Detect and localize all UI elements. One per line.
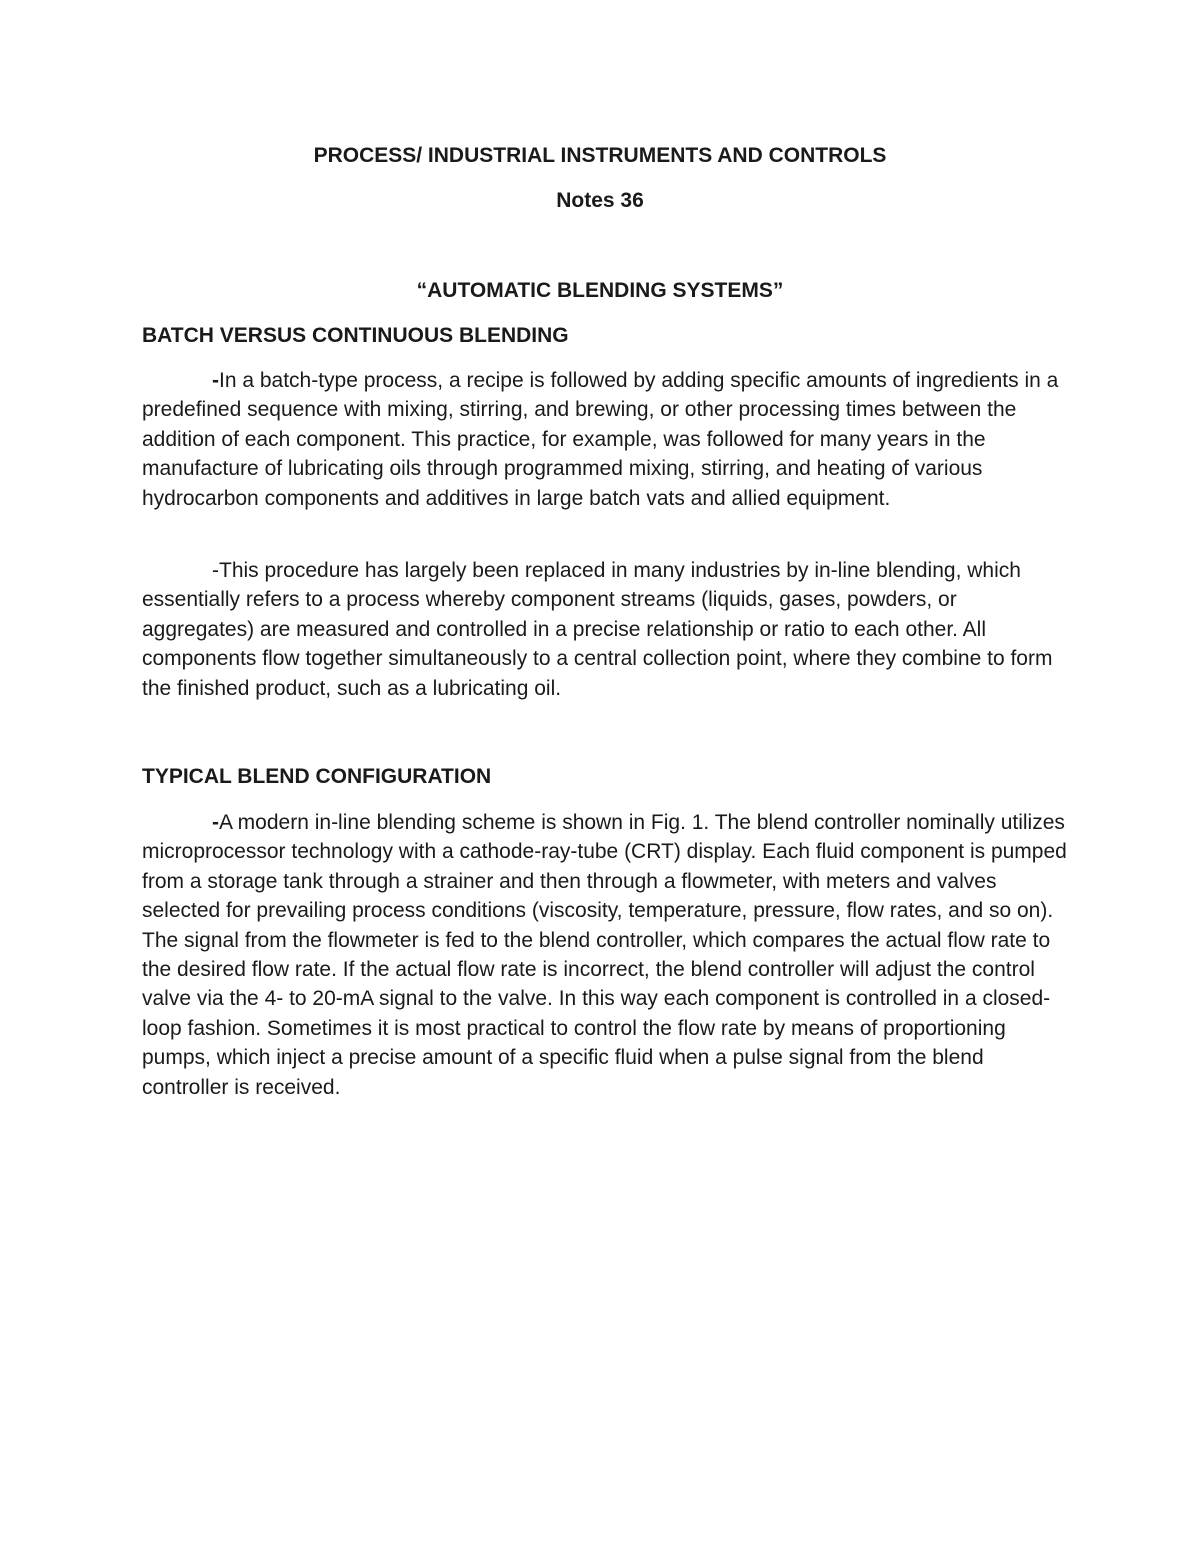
section-heading-typical-blend: TYPICAL BLEND CONFIGURATION [142, 765, 492, 788]
paragraph-lead-dash: - [212, 811, 219, 834]
paragraph-batch-process [142, 366, 1072, 513]
document-subtitle: Notes 36 [556, 189, 644, 212]
paragraph-text: In a batch-type process, a recipe is followed by adding specific amounts of ingredients in a predefined sequence with mixing, stirring, and brewing, or other processing times between the addition of each component. This practice, for example, was followed for many years in the manufacture of lubricating oils through programmed mixing, stirring, and heating of various hydrocarbon components and additives in large batch vats and allied equipment. [142, 369, 1059, 510]
document-title: PROCESS/ INDUSTRIAL INSTRUMENTS AND CONTROLS [313, 144, 887, 167]
paragraph-text: -This procedure has largely been replaced in many industries by in-line blending, which essentially refers to a process whereby component streams (liquids, gases, powders, or aggregates) are measured and controlled in a precise relationship or ratio to each other. All components flow together simultaneously to a central collection point, where they combine to form the finished product, such as a lubricating oil. [142, 559, 1053, 700]
paragraph-blend-scheme [142, 808, 1072, 1102]
document-topic: “AUTOMATIC BLENDING SYSTEMS” [416, 279, 784, 302]
paragraph-inline-blending [142, 556, 1072, 703]
section-heading-batch-vs-continuous: BATCH VERSUS CONTINUOUS BLENDING [142, 324, 569, 347]
paragraph-text: A modern in-line blending scheme is shown in Fig. 1. The blend controller nominally utilizes microprocessor technology with a cathode-ray-tube (CRT) display. Each fluid component is pumped from a storage tank through a strainer and then through a flowmeter, with meters and valves selected for prevailing process conditions (viscosity, temperature, pressure, flow rates, and so on). The signal from the flowmeter is fed to the blend controller, which compares the actual flow rate to the desired flow rate. If the actual flow rate is incorrect, the blend controller will adjust the control valve via the 4- to 20-mA signal to the valve. In this way each component is controlled in a closed-loop fashion. Sometimes it is most practical to control the flow rate by means of proportioning pumps, which inject a precise amount of a specific fluid when a pulse signal from the blend controller is received. [142, 811, 1067, 1099]
paragraph-lead-dash: - [212, 369, 219, 392]
